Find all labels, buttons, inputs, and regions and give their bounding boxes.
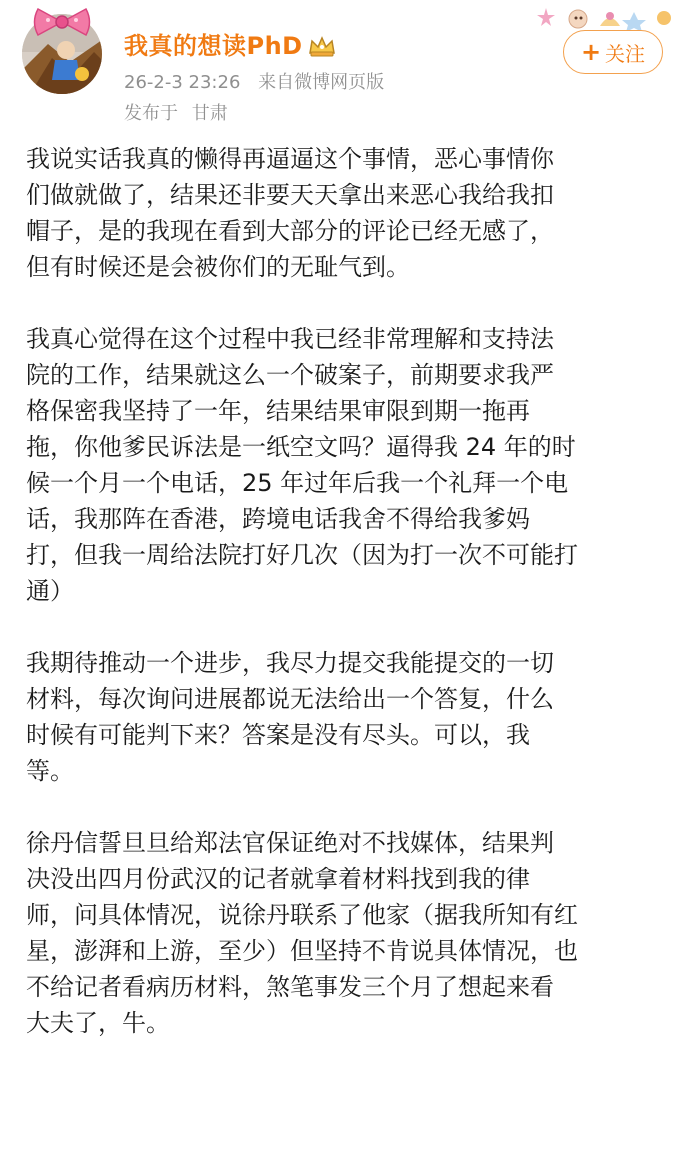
post-location — [124, 99, 228, 125]
text-line: 大夫了，牛。 — [26, 1009, 170, 1037]
text-line: 不给记者看病历材料，煞笔事发三个月了想起来看 — [26, 973, 554, 1001]
author-name[interactable] — [124, 26, 337, 61]
post-paragraph — [26, 141, 668, 285]
post-paragraph — [26, 645, 668, 789]
follow-button[interactable] — [563, 30, 663, 74]
text-line: 候一个月一个电话，25 年过年后我一个礼拜一个电 — [26, 469, 569, 497]
text-line: 帽子，是的我现在看到大部分的评论已经无感了， — [26, 217, 554, 245]
text-line: 决没出四月份武汉的记者就拿着材料找到我的律 — [26, 865, 530, 893]
text-line: 通） — [26, 577, 74, 605]
text-line: 师，问具体情况，说徐丹联系了他家（据我所知有红 — [26, 901, 578, 929]
post-meta — [124, 68, 384, 94]
text-line: 我期待推动一个进步，我尽力提交我能提交的一切 — [26, 649, 554, 677]
location-label: 发布于 — [124, 103, 178, 124]
text-line: 但有时候还是会被你们的无耻气到。 — [26, 253, 410, 281]
avatar[interactable] — [22, 14, 102, 94]
text-line: 我真心觉得在这个过程中我已经非常理解和支持法 — [26, 325, 554, 353]
follow-button-label: 关注 — [605, 41, 646, 66]
post-content — [26, 141, 668, 1077]
text-line: 我说实话我真的懒得再逼逼这个事情，恶心事情你 — [26, 145, 554, 173]
crown-badge-icon — [307, 35, 337, 57]
post-date: 26-2-3 23:26 — [124, 72, 241, 93]
text-line: 时候有可能判下来？答案是没有尽头。可以，我 — [26, 721, 530, 749]
text-line: 院的工作，结果就这么一个破案子，前期要求我严 — [26, 361, 554, 389]
text-line: 星，澎湃和上游，至少）但坚持不肯说具体情况，也 — [26, 937, 578, 965]
text-line: 话，我那阵在香港，跨境电话我舍不得给我爹妈 — [26, 505, 530, 533]
text-line: 等。 — [26, 757, 74, 785]
text-line: 们做就做了，结果还非要天天拿出来恶心我给我扣 — [26, 181, 554, 209]
plus-icon: + — [580, 38, 602, 66]
post-paragraph — [26, 825, 668, 1041]
text-line: 拖，你他爹民诉法是一纸空文吗？逼得我 24 年的时 — [26, 433, 576, 461]
post-paragraph — [26, 321, 668, 609]
text-line: 材料，每次询问进展都说无法给出一个答复，什么 — [26, 685, 554, 713]
location-value: 甘肃 — [191, 103, 228, 124]
post-source: 来自微博网页版 — [258, 72, 385, 93]
text-line: 徐丹信誓旦旦给郑法官保证绝对不找媒体，结果判 — [26, 829, 554, 857]
text-line: 打，但我一周给法院打好几次（因为打一次不可能打 — [26, 541, 578, 569]
post-header — [0, 0, 690, 135]
text-line: 格保密我坚持了一年，结果结果审限到期一拖再 — [26, 397, 530, 425]
pink-bow-icon — [30, 6, 94, 40]
author-name-text[interactable]: 我真的想读PhD — [124, 32, 303, 60]
